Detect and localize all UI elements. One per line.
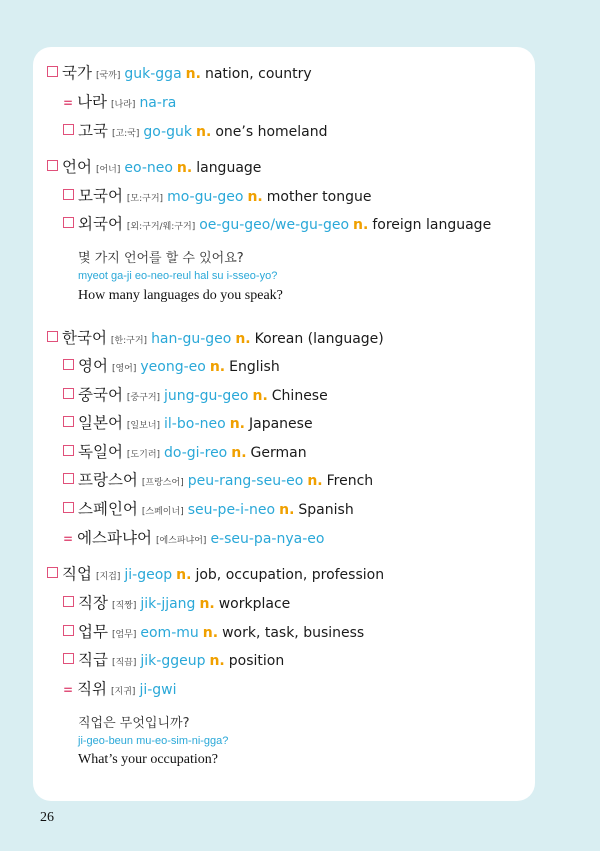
part-of-speech: n.	[202, 625, 219, 641]
part-of-speech: n.	[279, 502, 295, 518]
definition: one’s homeland	[215, 124, 328, 140]
part-of-speech: n.	[229, 416, 245, 432]
part-of-speech: n.	[196, 124, 212, 140]
korean-word: 독일어	[78, 443, 123, 461]
korean-word: 직급	[78, 651, 108, 669]
checkbox-icon	[63, 388, 74, 399]
romanization: oe-gu-geo/we-gu-geo	[199, 217, 350, 233]
korean-word: 에스파냐어	[77, 529, 152, 547]
definition: job, occupation, profession	[195, 567, 385, 583]
romanization: peu-rang-seu-eo	[187, 473, 304, 489]
part-of-speech: n.	[353, 217, 369, 233]
pronunciation: [직짱]	[111, 601, 137, 611]
definition: foreign language	[372, 217, 492, 233]
pronunciation: [국까]	[95, 71, 121, 81]
korean-word: 고국	[78, 122, 108, 140]
definition: German	[250, 445, 307, 461]
pronunciation: [나라]	[111, 100, 136, 110]
pronunciation: [모:구거]	[126, 194, 164, 204]
pronunciation: [일보너]	[126, 421, 161, 431]
part-of-speech: n.	[231, 445, 247, 461]
definition: mother tongue	[266, 189, 372, 205]
korean-word: 직위	[77, 680, 108, 698]
page-number: 26	[40, 810, 54, 825]
checkbox-icon	[63, 124, 74, 135]
part-of-speech: n.	[199, 596, 215, 612]
romanization: ji-geop	[124, 567, 173, 583]
korean-word: 한국어	[62, 329, 107, 347]
part-of-speech: n.	[209, 653, 225, 669]
definition: Japanese	[248, 416, 313, 432]
definition: Spanish	[298, 502, 354, 518]
korean-word: 중국어	[78, 386, 123, 404]
checkbox-icon	[63, 625, 74, 636]
checkbox-icon	[47, 66, 58, 77]
definition: Chinese	[271, 388, 328, 404]
romanization: e-seu-pa-nya-eo	[210, 531, 325, 547]
vocab-entry	[63, 121, 328, 144]
definition: language	[196, 160, 262, 176]
pronunciation: [고:국]	[111, 129, 140, 139]
vocab-entry	[63, 679, 181, 702]
pronunciation: [도기러]	[126, 450, 161, 460]
definition: position	[228, 653, 285, 669]
vocab-entry	[63, 528, 328, 551]
pronunciation: [에스파냐어]	[155, 536, 207, 546]
vocab-entry	[63, 413, 313, 436]
romanization: jung-gu-geo	[164, 388, 249, 404]
pronunciation: [외:구거/웨:구거]	[126, 222, 196, 232]
pronunciation: [직끕]	[111, 658, 137, 668]
definition: nation, country	[204, 66, 312, 82]
synonym-icon: =	[63, 683, 74, 697]
romanization: mo-gu-geo	[167, 189, 244, 205]
checkbox-icon	[63, 359, 74, 370]
romanization: yeong-eo	[140, 359, 206, 375]
vocab-entry	[63, 186, 371, 209]
korean-word: 직업	[62, 565, 92, 583]
checkbox-icon	[63, 189, 74, 200]
checkbox-icon	[63, 596, 74, 607]
vocab-entry	[47, 63, 312, 86]
pronunciation: [중구거]	[126, 393, 161, 403]
romanization: ji-gwi	[139, 682, 177, 698]
checkbox-icon	[63, 473, 74, 484]
vocab-entry	[63, 385, 328, 408]
checkbox-icon	[63, 653, 74, 664]
pronunciation: [어너]	[95, 165, 121, 175]
part-of-speech: n.	[176, 160, 193, 176]
pronunciation: [엄무]	[111, 630, 137, 640]
korean-word: 스페인어	[78, 500, 138, 518]
korean-word: 언어	[62, 158, 92, 176]
romanization: na-ra	[139, 95, 177, 111]
korean-word: 나라	[77, 93, 108, 111]
checkbox-icon	[47, 160, 58, 171]
synonym-icon: =	[63, 532, 74, 546]
korean-word: 직장	[78, 594, 108, 612]
romanization: go-guk	[143, 124, 193, 140]
example-english: How many languages do you speak?	[78, 288, 283, 303]
pronunciation: [스페이너]	[141, 507, 184, 517]
part-of-speech: n.	[235, 331, 251, 347]
vocab-entry	[63, 214, 491, 237]
romanization: seu-pe-i-neo	[187, 502, 276, 518]
definition: workplace	[218, 596, 291, 612]
example-korean: 직업은 무엇입니까?	[78, 716, 190, 731]
vocab-entry	[63, 442, 307, 465]
part-of-speech: n.	[252, 388, 268, 404]
romanization: do-gi-reo	[164, 445, 228, 461]
vocab-entry	[63, 622, 364, 645]
romanization: jik-ggeup	[140, 653, 206, 669]
part-of-speech: n.	[247, 189, 263, 205]
pronunciation: [지귀]	[111, 687, 136, 697]
checkbox-icon	[47, 331, 58, 342]
checkbox-icon	[63, 416, 74, 427]
example-english: What’s your occupation?	[78, 752, 218, 767]
pronunciation: [프랑스어]	[141, 478, 184, 488]
part-of-speech: n.	[209, 359, 226, 375]
romanization: han-gu-geo	[151, 331, 232, 347]
vocab-entry	[63, 650, 284, 673]
korean-word: 일본어	[78, 414, 123, 432]
definition: work, task, business	[222, 625, 365, 641]
vocab-entry	[63, 92, 180, 115]
example-romanization: myeot ga-ji eo-neo-reul hal su i-sseo-yo?	[78, 270, 278, 282]
korean-word: 영어	[78, 357, 108, 375]
vocab-entry	[63, 499, 354, 522]
example-korean: 몇 가지 언어를 할 수 있어요?	[78, 251, 244, 266]
vocab-entry	[63, 593, 290, 616]
korean-word: 프랑스어	[78, 471, 138, 489]
checkbox-icon	[63, 502, 74, 513]
pronunciation: [영어]	[111, 364, 137, 374]
vocab-entry	[47, 564, 384, 587]
romanization: eom-mu	[140, 625, 199, 641]
definition: French	[326, 473, 374, 489]
korean-word: 업무	[78, 623, 108, 641]
romanization: jik-jjang	[140, 596, 196, 612]
romanization: eo-neo	[124, 160, 173, 176]
definition: Korean (language)	[254, 331, 384, 347]
pronunciation: [지겁]	[95, 572, 121, 582]
vocab-entry	[47, 157, 261, 180]
vocab-entry	[47, 328, 384, 351]
synonym-icon: =	[63, 96, 74, 110]
checkbox-icon	[47, 567, 58, 578]
vocab-entry	[63, 470, 373, 493]
vocab-entry	[63, 356, 280, 379]
definition: English	[229, 359, 280, 375]
korean-word: 국가	[62, 64, 92, 82]
part-of-speech: n.	[176, 567, 192, 583]
part-of-speech: n.	[185, 66, 201, 82]
korean-word: 외국어	[78, 215, 123, 233]
checkbox-icon	[63, 445, 74, 456]
korean-word: 모국어	[78, 187, 123, 205]
romanization: il-bo-neo	[164, 416, 226, 432]
example-romanization: ji-geo-beun mu-eo-sim-ni-gga?	[78, 735, 229, 747]
checkbox-icon	[63, 217, 74, 228]
pronunciation: [한:구거]	[110, 336, 148, 346]
part-of-speech: n.	[307, 473, 323, 489]
romanization: guk-gga	[124, 66, 182, 82]
